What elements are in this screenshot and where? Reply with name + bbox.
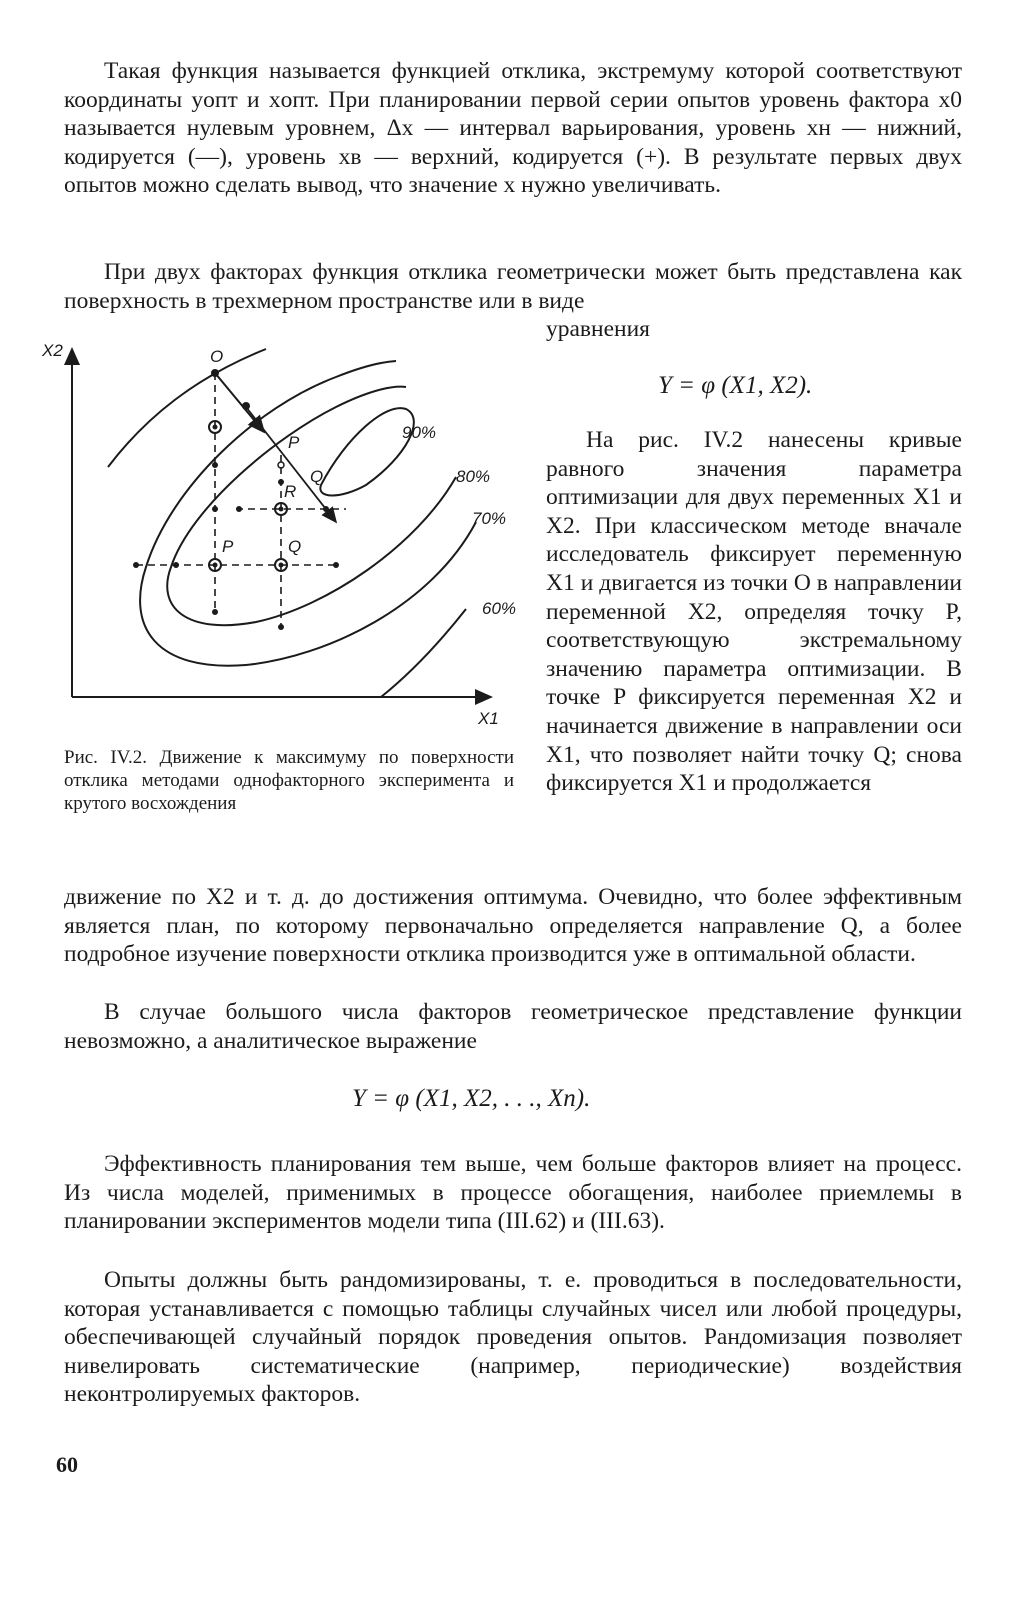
point-label-p-top: P xyxy=(288,433,300,452)
paragraph-3-full-width: движение по X2 и т. д. до достижения оптимума. Очевидно, что более эффективным является план, по которому первоначально определяется направление Q, а более подробное изучение поверхности отклика производится уже в оптимальной области. xyxy=(64,884,962,968)
paragraph-1: Такая функция называется функцией отклика, экстремуму которой соответствуют координаты yопт и xопт. При планировании первой серии опытов уровень фактора x0 называется нулевым уровнем, Δx — интервал варьирования, уровень xн — нижний, кодируется (—), уровень xв — верхний, кодируется (+). В результате первых двух опытов можно сделать вывод, что значение x нужно увеличивать. xyxy=(64,58,962,199)
point-label-q-top: Q xyxy=(310,467,324,486)
contour-label-80: 80% xyxy=(456,467,491,486)
ascent-arrow-2 xyxy=(246,407,336,522)
point-label-q-low: Q xyxy=(288,537,302,556)
contour-60-right xyxy=(381,609,466,697)
figure-iv-2 xyxy=(36,337,526,737)
axis-label-x2: X2 xyxy=(42,341,63,360)
paragraph-2: При двух факторах функция отклика геометрически может быть представлена как поверхность в трехмерном пространстве или в виде xyxy=(64,259,962,314)
axis-label-x1: X1 xyxy=(478,709,499,728)
ascent-arrow-1 xyxy=(215,373,264,432)
contour-label-70: 70% xyxy=(472,509,507,528)
figure-caption: Рис. IV.2. Движение к максимуму по поверхности отклика методами однофакторного эксперимента и крутого восхождения xyxy=(64,747,514,814)
contour-60-left xyxy=(108,349,266,467)
contour-label-60: 60% xyxy=(482,599,517,618)
point-label-o: O xyxy=(210,347,224,366)
paragraph-6: Опыты должны быть рандомизированы, т. е. проводиться в последовательности, которая устанавливается с помощью таблицы случайных чисел или любой процедуры, обеспечивающей случайный порядок проведения опытов. Рандомизация позволяет нивелировать систематические (например, периодические) воздействия неконтролируемых факторов. xyxy=(64,1267,962,1408)
paragraph-2-tail: уравнения xyxy=(546,316,650,342)
point-label-r: R xyxy=(284,482,297,501)
formula-n-factors: Y = φ (X1, X2, . . ., Xn). xyxy=(352,1085,591,1112)
contour-label-90: 90% xyxy=(402,423,437,442)
formula-two-factors: Y = φ (X1, X2). xyxy=(658,372,813,399)
point-label-p-low: P xyxy=(222,537,234,556)
paragraph-5: Эффективность планирования тем выше, чем больше факторов влияет на процесс. Из числа моделей, применимых в процессе обогащения, наиболее приемлемы в планировании экспериментов модели типа (III.62) и (III.63). xyxy=(64,1151,962,1235)
paragraph-3-column: На рис. IV.2 нанесены кривые равного значения параметра оптимизации для двух переменных X1 и X2. При классическом методе вначале исследователь фиксирует переменную X1 и двигается из точки O в направлении переменной X2, определяя точку P, соответствующую экстремальному значению параметра оптимизации. В точке P фиксируется переменная X2 и начинается движение в направлении оси X1, что позволяет найти точку Q; снова фиксируется X1 и продолжается xyxy=(546,427,962,797)
contour-diagram xyxy=(36,337,526,737)
paragraph-4: В случае большого числа факторов геометрическое представление функции невозможно, а аналитическое выражение xyxy=(64,999,962,1054)
page-number: 60 xyxy=(56,1452,78,1477)
contour-90 xyxy=(320,408,413,495)
